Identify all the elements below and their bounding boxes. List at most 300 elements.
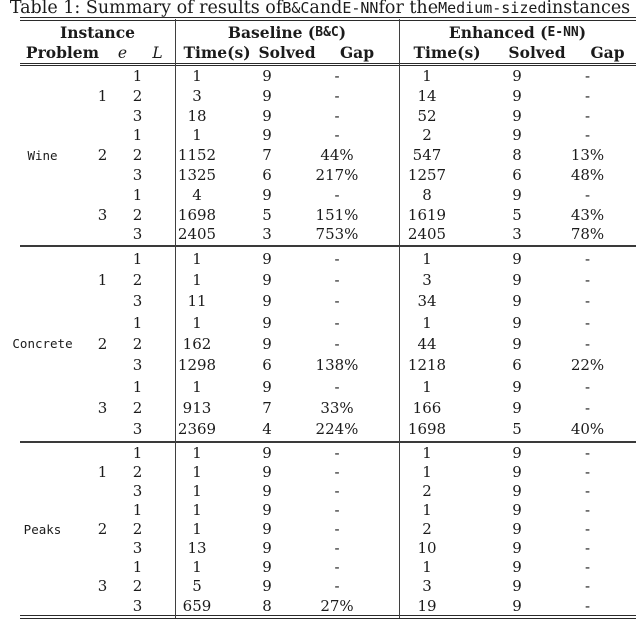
baseline-gap-cell: 44% [320,146,354,165]
problem-cell [0,397,85,418]
table-row [0,463,640,482]
baseline-time-cell: 2369 [177,420,217,439]
baseline-time-cell: 1325 [177,166,217,185]
e-cell [85,444,120,463]
enhanced-time-cell: 3 [422,577,432,596]
enhanced-solved-cell: 9 [512,444,522,463]
baseline-solved-cell: 9 [262,482,272,501]
table-row [0,312,640,333]
enhanced-time-cell: 1 [422,501,432,520]
enhanced-time-cell: 1 [422,444,432,463]
baseline-solved-cell: 9 [262,577,272,596]
table-caption [0,0,640,17]
table-row [0,501,640,520]
enhanced-solved-cell: 9 [512,292,522,311]
table-row [0,419,640,440]
enhanced-gap-cell: - [584,185,591,204]
problem-cell [0,501,85,520]
baseline-solved-cell: 7 [262,146,272,165]
enhanced-time-cell: 34 [417,292,437,311]
baseline-time-cell: 13 [187,539,207,558]
baseline-time-cell: 1 [192,271,202,290]
enhanced-gap-cell: - [584,249,591,268]
enhanced-solved-cell: 9 [512,106,522,125]
l-cell: 2 [132,146,143,165]
enhanced-time-cell: 1 [422,249,432,268]
enhanced-solved-cell: 5 [512,205,522,224]
e-cell [85,185,120,205]
problem-cell [0,596,85,615]
baseline-solved-cell: 6 [262,356,272,375]
baseline-gap-cell: - [334,292,340,311]
enhanced-gap-cell: - [584,313,591,332]
caption-code-bc: B&C [282,0,310,17]
enhanced-gap-cell: - [584,596,591,615]
header-e: e [117,43,128,62]
baseline-gap-cell: - [334,444,340,463]
table-row [0,185,640,205]
enhanced-solved-cell: 9 [512,271,522,290]
baseline-gap-cell: - [334,539,340,558]
l-cell: 2 [132,86,143,105]
baseline-time-cell: 1 [192,558,202,577]
problem-cell [0,126,85,146]
e-cell [85,596,120,615]
e-cell: 2 [97,334,108,353]
l-cell: 2 [132,271,143,290]
header-enhanced: Enhanced ( E-NN ) [448,22,587,42]
table-row [0,66,640,86]
problem-cell [0,106,85,126]
l-cell: 2 [132,334,143,353]
problem-cell [0,355,85,376]
l-cell: 3 [132,596,143,615]
e-cell [85,419,120,440]
enhanced-solved-cell: 9 [512,185,522,204]
table-row [0,269,640,290]
baseline-time-cell: 1 [192,444,202,463]
header-enhanced-time: Time(s) [413,43,481,63]
baseline-solved-cell: 6 [262,166,272,185]
baseline-time-cell: 1 [192,249,202,268]
baseline-time-cell: 11 [187,292,207,311]
baseline-solved-cell: 9 [262,313,272,332]
l-cell: 2 [132,577,143,596]
enhanced-time-cell: 52 [417,106,437,125]
l-cell: 2 [132,463,143,482]
baseline-solved-cell: 5 [262,205,272,224]
baseline-gap-cell: - [334,482,340,501]
problem-cell: Peaks [23,521,62,537]
e-cell: 1 [97,463,108,482]
baseline-solved-cell: 7 [262,398,272,417]
table-row [0,444,640,463]
baseline-solved-cell: 9 [262,444,272,463]
baseline-time-cell: 4 [192,185,202,204]
header-instance: Instance [59,22,136,42]
table-row [0,520,640,539]
caption-code-enn: E-NN [342,0,379,17]
e-cell [85,248,120,269]
baseline-time-cell: 1152 [177,146,217,165]
enhanced-solved-cell: 8 [512,146,522,165]
enhanced-time-cell: 1619 [407,205,447,224]
table-row [0,482,640,501]
enhanced-gap-cell: - [584,271,591,290]
enhanced-time-cell: 1 [422,67,432,86]
enhanced-time-cell: 44 [417,334,437,353]
section-concrete [0,248,640,440]
e-cell [85,165,120,185]
e-cell [85,312,120,333]
bottom-rule [20,615,636,619]
baseline-time-cell: 2405 [177,225,217,244]
baseline-gap-cell: - [334,86,340,105]
baseline-solved-cell: 9 [262,292,272,311]
enhanced-solved-cell: 9 [512,86,522,105]
enhanced-solved-cell: 9 [512,313,522,332]
e-cell: 1 [97,271,108,290]
enhanced-solved-cell: 9 [512,334,522,353]
e-cell [85,66,120,86]
enhanced-gap-cell: 78% [570,225,605,244]
enhanced-gap-cell: 43% [570,205,605,224]
baseline-time-cell: 1 [192,377,202,396]
problem-cell [0,312,85,333]
problem-cell [0,248,85,269]
baseline-gap-cell: - [334,271,340,290]
enhanced-time-cell: 1698 [407,420,447,439]
baseline-gap-cell: - [334,501,340,520]
enhanced-gap-cell: - [584,520,591,539]
l-cell: 3 [132,225,143,244]
enhanced-time-cell: 2405 [407,225,447,244]
table-row [0,291,640,312]
l-cell: 3 [132,166,143,185]
column-separator-right [399,19,401,618]
baseline-time-cell: 162 [182,334,212,353]
enhanced-solved-cell: 9 [512,577,522,596]
problem-cell [0,185,85,205]
baseline-solved-cell: 9 [262,185,272,204]
table-row [0,355,640,376]
header-baseline-time: Time(s) [183,43,251,63]
header-enhanced-code: E-NN [547,24,579,40]
baseline-gap-cell: - [334,67,340,86]
table-row [0,126,640,146]
enhanced-time-cell: 3 [422,271,432,290]
table-row [0,397,640,418]
enhanced-solved-cell: 9 [512,398,522,417]
header-baseline-gap: Gap [339,43,375,63]
table-row [0,596,640,615]
baseline-gap-cell: 151% [315,205,359,224]
table-row [0,248,640,269]
baseline-gap-cell: - [334,334,340,353]
problem-cell [0,66,85,86]
baseline-gap-cell: - [334,106,340,125]
e-cell [85,501,120,520]
enhanced-solved-cell: 6 [512,166,522,185]
problem-cell [0,291,85,312]
problem-cell: Concrete [12,336,73,352]
problem-cell [0,205,85,225]
enhanced-gap-cell: - [584,106,591,125]
enhanced-solved-cell: 9 [512,558,522,577]
header-baseline-solved: Solved [258,43,316,63]
enhanced-gap-cell: - [584,539,591,558]
baseline-solved-cell: 8 [262,596,272,615]
header-baseline: Baseline ( B&C ) [227,22,347,42]
enhanced-solved-cell: 6 [512,356,522,375]
enhanced-gap-cell: 48% [570,166,605,185]
baseline-gap-cell: - [334,377,340,396]
enhanced-gap-cell: - [584,86,591,105]
baseline-time-cell: 1698 [177,205,217,224]
enhanced-time-cell: 1 [422,558,432,577]
header-enhanced-solved: Solved [508,43,566,63]
baseline-time-cell: 659 [182,596,212,615]
e-cell [85,539,120,558]
baseline-time-cell: 1 [192,501,202,520]
baseline-solved-cell: 9 [262,126,272,145]
caption-text: instances [546,0,631,18]
baseline-gap-cell: 753% [315,225,359,244]
enhanced-gap-cell: - [584,377,591,396]
baseline-solved-cell: 9 [262,67,272,86]
baseline-gap-cell: 33% [320,398,354,417]
enhanced-time-cell: 1218 [407,356,447,375]
baseline-gap-cell: 224% [315,420,359,439]
baseline-gap-cell: - [334,463,340,482]
baseline-gap-cell: 138% [315,356,359,375]
caption-text: Table 1: Summary of results of [9,0,283,18]
table-row [0,333,640,354]
table-row [0,165,640,185]
baseline-gap-cell: 217% [315,166,359,185]
section-peaks [0,444,640,615]
header-baseline-code: B&C [315,24,339,40]
problem-cell [0,463,85,482]
e-cell [85,376,120,397]
e-cell: 1 [97,86,108,105]
baseline-solved-cell: 9 [262,106,272,125]
table-row [0,205,640,225]
table-row [0,86,640,106]
enhanced-solved-cell: 9 [512,463,522,482]
baseline-solved-cell: 4 [262,420,272,439]
enhanced-time-cell: 10 [417,539,437,558]
enhanced-gap-cell: - [584,398,591,417]
l-cell: 3 [132,356,143,375]
e-cell [85,106,120,126]
enhanced-solved-cell: 5 [512,420,522,439]
baseline-gap-cell: - [334,313,340,332]
baseline-gap-cell: - [334,185,340,204]
enhanced-time-cell: 166 [412,398,442,417]
problem-cell [0,376,85,397]
e-cell [85,355,120,376]
e-cell [85,482,120,501]
e-cell [85,291,120,312]
table-row [0,106,640,126]
baseline-time-cell: 1298 [177,356,217,375]
enhanced-gap-cell: - [584,444,591,463]
l-cell: 3 [132,106,143,125]
enhanced-solved-cell: 9 [512,520,522,539]
baseline-solved-cell: 9 [262,249,272,268]
enhanced-time-cell: 19 [417,596,437,615]
table-body [0,66,640,615]
enhanced-time-cell: 2 [422,126,432,145]
enhanced-gap-cell: - [584,334,591,353]
l-cell: 2 [132,520,143,539]
enhanced-gap-cell: - [584,482,591,501]
l-cell: 3 [132,420,143,439]
l-cell: 1 [132,558,143,577]
l-cell: 1 [132,444,143,463]
enhanced-gap-cell: - [584,558,591,577]
problem-cell [0,86,85,106]
baseline-time-cell: 18 [187,106,207,125]
baseline-gap-cell: 27% [320,596,354,615]
table-header-groups [20,22,636,43]
l-cell: 2 [132,205,143,224]
enhanced-time-cell: 1 [422,463,432,482]
baseline-solved-cell: 9 [262,558,272,577]
l-cell: 1 [132,377,143,396]
e-cell [85,126,120,146]
section-wine [0,66,640,244]
enhanced-time-cell: 1 [422,313,432,332]
table-row [0,376,640,397]
l-cell: 1 [132,501,143,520]
e-cell [85,558,120,577]
enhanced-time-cell: 8 [422,185,432,204]
enhanced-time-cell: 2 [422,482,432,501]
baseline-time-cell: 913 [182,398,212,417]
baseline-gap-cell: - [334,126,340,145]
table-row [0,225,640,245]
baseline-gap-cell: - [334,249,340,268]
header-enhanced-gap: Gap [590,43,625,63]
l-cell: 1 [132,67,143,86]
e-cell: 3 [97,205,108,224]
baseline-solved-cell: 9 [262,520,272,539]
problem-cell [0,269,85,290]
e-cell: 2 [97,520,108,539]
enhanced-gap-cell: - [584,577,591,596]
l-cell: 3 [132,539,143,558]
baseline-time-cell: 1 [192,67,202,86]
section-divider-rule [20,245,636,247]
baseline-solved-cell: 9 [262,377,272,396]
baseline-time-cell: 1 [192,463,202,482]
problem-cell [0,482,85,501]
enhanced-time-cell: 1 [422,377,432,396]
l-cell: 3 [132,292,143,311]
enhanced-solved-cell: 9 [512,596,522,615]
header-problem: Problem [25,43,100,63]
problem-cell [0,539,85,558]
problem-cell [0,419,85,440]
l-cell: 1 [132,249,143,268]
section-divider-rule [20,441,636,443]
baseline-time-cell: 1 [192,520,202,539]
baseline-solved-cell: 3 [262,225,272,244]
enhanced-solved-cell: 3 [512,225,522,244]
l-cell: 1 [132,313,143,332]
enhanced-solved-cell: 9 [512,482,522,501]
problem-cell [0,225,85,245]
enhanced-time-cell: 2 [422,520,432,539]
l-cell: 3 [132,482,143,501]
column-separator-left [175,19,177,618]
problem-cell [0,165,85,185]
caption-code-medium: Medium-sized [438,0,547,17]
baseline-gap-cell: - [334,577,340,596]
enhanced-gap-cell: 40% [570,420,605,439]
problem-cell [0,444,85,463]
caption-text: for the [378,0,439,18]
table-row [0,577,640,596]
enhanced-gap-cell: 13% [570,146,605,165]
enhanced-gap-cell: - [584,463,591,482]
l-cell: 1 [132,126,143,145]
baseline-solved-cell: 9 [262,501,272,520]
baseline-solved-cell: 9 [262,539,272,558]
enhanced-time-cell: 547 [412,146,442,165]
baseline-time-cell: 5 [192,577,202,596]
l-cell: 1 [132,185,143,204]
table-row [0,539,640,558]
table-header-columns [20,43,636,63]
enhanced-time-cell: 14 [417,86,437,105]
e-cell [85,225,120,245]
baseline-solved-cell: 9 [262,463,272,482]
problem-cell: Wine [27,147,58,163]
baseline-time-cell: 1 [192,482,202,501]
baseline-solved-cell: 9 [262,334,272,353]
enhanced-time-cell: 1257 [407,166,447,185]
problem-cell [0,577,85,596]
table-row [0,145,640,165]
enhanced-solved-cell: 9 [512,249,522,268]
header-l: L [152,43,163,62]
enhanced-gap-cell: 22% [570,356,605,375]
problem-cell [0,558,85,577]
enhanced-solved-cell: 9 [512,501,522,520]
baseline-solved-cell: 9 [262,271,272,290]
enhanced-solved-cell: 9 [512,67,522,86]
e-cell: 3 [97,398,108,417]
baseline-time-cell: 3 [192,86,202,105]
e-cell: 2 [97,146,108,165]
enhanced-gap-cell: - [584,292,591,311]
enhanced-gap-cell: - [584,67,591,86]
enhanced-gap-cell: - [584,126,591,145]
enhanced-solved-cell: 9 [512,377,522,396]
enhanced-solved-cell: 9 [512,126,522,145]
table-row [0,558,640,577]
l-cell: 2 [132,398,143,417]
baseline-gap-cell: - [334,558,340,577]
e-cell: 3 [97,577,108,596]
baseline-time-cell: 1 [192,126,202,145]
baseline-time-cell: 1 [192,313,202,332]
enhanced-solved-cell: 9 [512,539,522,558]
baseline-solved-cell: 9 [262,86,272,105]
